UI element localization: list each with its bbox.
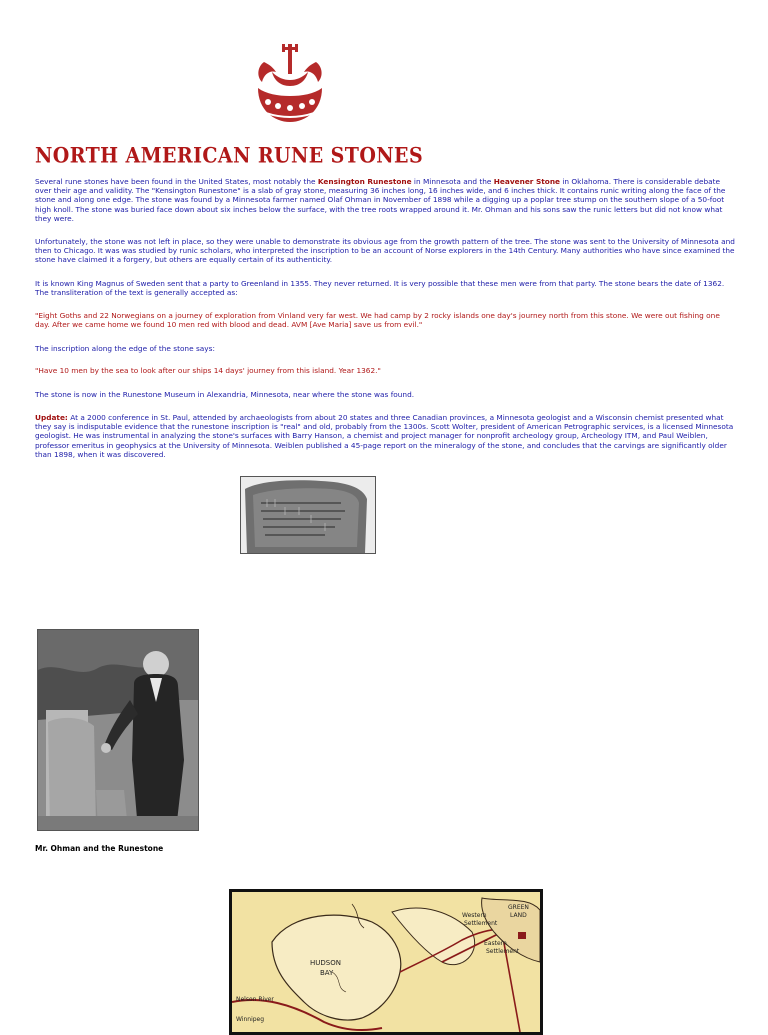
- paragraph-stone-history: Unfortunately, the stone was not left in place, so they were unable to demonstrate its obvious age from the growth pattern of the tree. The stone was sent to the University of Minnesota and then to Chicago. It was was studied by runic scholars, who interpreted the inscription to be an account of Norse explorers in the 14th Century. Many authorities who have since examined the stone have claimed it a forgery, but others are equally certain of its authenticity.: [35, 237, 735, 265]
- map-label-western-settlement: Settlement: [464, 920, 498, 927]
- photo-caption: Mr. Ohman and the Runestone: [35, 844, 164, 853]
- quote-face-inscription: "Eight Goths and 22 Norwegians on a journey of exploration from Vinland very far west. We had camp by 2 rocky islands one day's journey north from this stone. We were out fishing one day. After we came home we found 10 men red with blood and dead. AVM [Ave Maria] save us from evil.": [35, 311, 720, 330]
- kensington-runestone-term: Kensington Runestone: [317, 177, 412, 186]
- page-title: NORTH AMERICAN RUNE STONES: [35, 143, 424, 169]
- map-label-hudson: HUDSON: [310, 959, 341, 967]
- map-hudson-bay: [229, 889, 543, 1035]
- map-label-land: LAND: [510, 912, 527, 919]
- viking-ship-logo: [254, 44, 326, 124]
- heavener-stone-term: Heavener Stone: [493, 177, 561, 186]
- paragraph-museum: The stone is now in the Runestone Museum in Alexandria, Minnesota, near where the stone was found.: [35, 390, 415, 399]
- map-label-eastern: Eastern: [484, 940, 507, 947]
- map-drawing: [232, 892, 540, 1032]
- update-label: Update:: [35, 413, 68, 422]
- runestone-photo: [240, 476, 376, 554]
- map-label-green: GREEN: [508, 904, 529, 911]
- map-label-bay: BAY: [320, 969, 334, 977]
- paragraph-king-magnus: It is known King Magnus of Sweden sent that a party to Greenland in 1355. They never returned. It is very possible that these men were from that party. The stone bears the date of 1362. The transliteration of the text is generally accepted as:: [35, 279, 725, 298]
- map-label-winnipeg: Winnipeg: [236, 1016, 265, 1023]
- intro-paragraph: Several rune stones have been found in the United States, most notably the Kensington Runestone in Minnesota and the Heavener Stone in Oklahoma. There is considerable debate over their age and validity. The "Kensington Runestone" is a slab of gray stone, measuring 36 inches long, 16 inches wide, and 6 inches thick. It contains runic writing along the face of the stone and along one edge. The stone was found by a Minnesota farmer named Olaf Ohman in November of 1898 while a digging up a poplar tree stump on the southern slope of a 50-foot high knoll. The stone was buried face down about six inches below the surface, with the tree roots wrapped around it. Mr. Ohman and his sons saw the runic letters but did not know what they were.: [35, 177, 726, 223]
- map-label-eastern-settlement: Settlement: [486, 948, 520, 955]
- ohman-photo: [37, 629, 199, 831]
- paragraph-edge-intro: The inscription along the edge of the stone says:: [35, 344, 215, 353]
- map-label-western: Western: [462, 912, 487, 919]
- viking-ship-icon: [254, 44, 326, 124]
- quote-edge-inscription: "Have 10 men by the sea to look after our ships 14 days' journey from this island. Year 1362.": [35, 366, 381, 375]
- paragraph-update: Update: At a 2000 conference in St. Paul, attended by archaeologists from about 20 states and three Canadian provinces, a Minnesota geologist and a Wisconsin chemist presented what they say is indisputable evidence that the runestone inscription is "real" and old, probably from the 1300s. Scott Wolter, president of American Petrographic services, is a licensed Minnesota geologist. He was instrumental in analyzing the stone's surfaces with Barry Hanson, a chemist and project manager for nonprofit archeology group, Archeology ITM, and Paul Weiblen, professor emeritus in geophysics at the University of Minnesota. Weiblen published a 45-page report on the mineralogy of the stone, and concludes that the carvings are significantly older than 1898, when it was discovered.: [35, 413, 734, 459]
- map-label-nelson-river: Nelson River: [236, 996, 274, 1003]
